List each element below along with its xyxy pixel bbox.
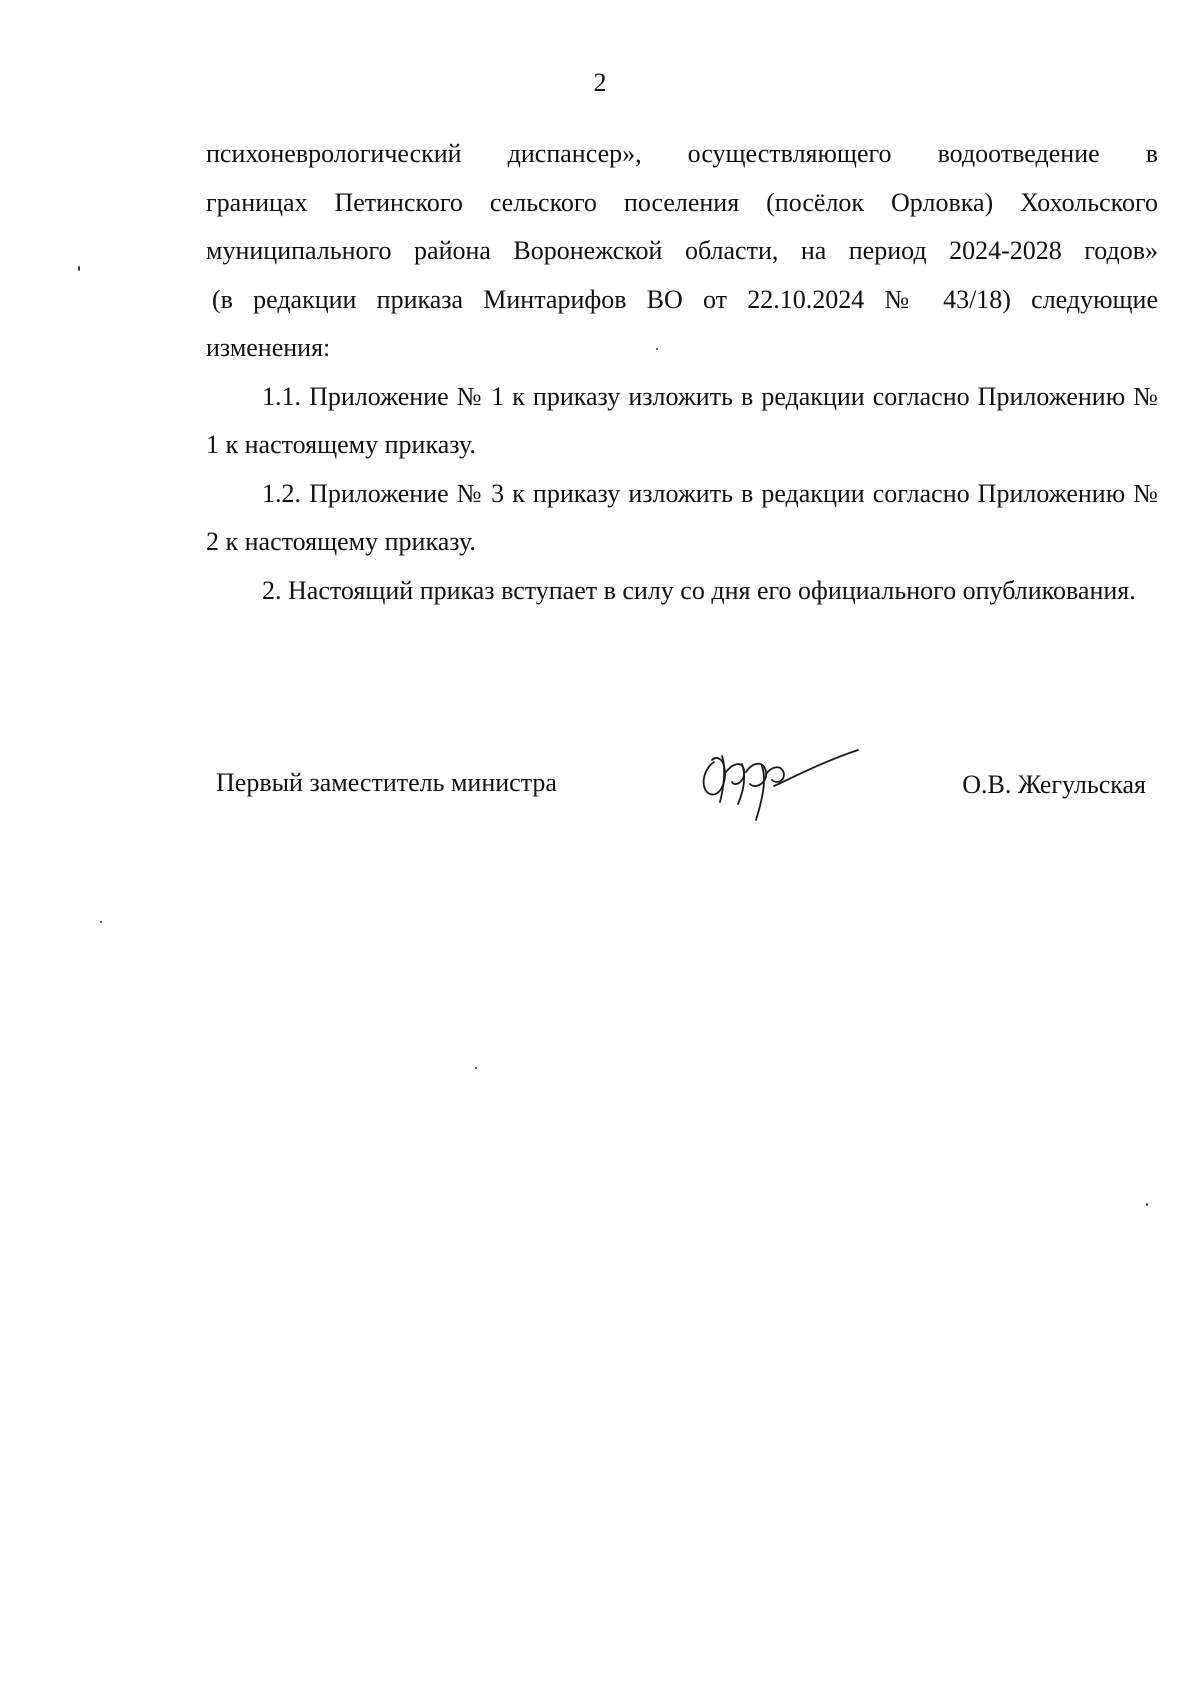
- paragraph-line-5: изменения:: [206, 333, 331, 362]
- signatory-name: О.В. Жегульская: [962, 770, 1146, 799]
- paragraph-line-1: психоневрологический диспансер», осуществляющего водоотведение в: [206, 139, 1158, 168]
- scan-speck: [78, 266, 80, 271]
- page-number: 2: [593, 68, 607, 97]
- item-1-2: 1.2. Приложение № 3 к приказу изложить в редакции согласно Приложению № 2 к настоящему приказу.: [206, 478, 1158, 556]
- handwritten-signature: [692, 742, 862, 822]
- item-2: 2. Настоящий приказ вступает в силу со дня его официального опубликования.: [262, 575, 1136, 605]
- document-body: [206, 130, 1158, 615]
- paragraph-line-3: муниципального района Воронежской области, на период 2024-2028 годов»: [206, 236, 1158, 265]
- scan-speck: [656, 348, 658, 350]
- paragraph-line-4: (в редакции приказа Минтарифов ВО от 22.10.2024 № 43/18) следующие: [212, 284, 1158, 314]
- scan-speck: [100, 921, 102, 923]
- paragraph-line-2: границах Петинского сельского поселения (посёлок Орловка) Хохольского: [206, 187, 1158, 217]
- signatory-position: Первый заместитель министра: [216, 768, 557, 797]
- scan-speck: [475, 1067, 477, 1069]
- scan-speck: [1146, 1203, 1148, 1206]
- item-1-1: 1.1. Приложение № 1 к приказу изложить в редакции согласно Приложению № 1 к настоящему приказу.: [206, 381, 1158, 459]
